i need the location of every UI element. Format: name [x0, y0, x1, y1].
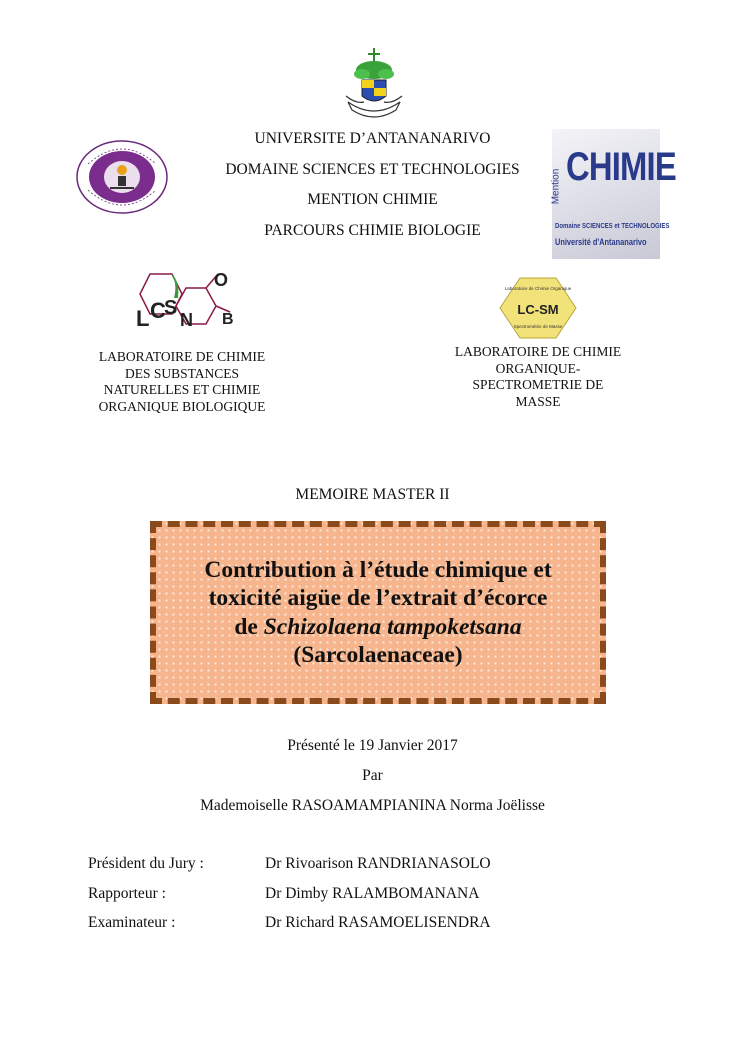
chimie-logo-line1: Domaine SCIENCES et TECHNOLOGIES: [555, 221, 670, 230]
thesis-title-line-3: [204, 613, 551, 642]
lab-right-line-4: MASSE: [515, 393, 561, 409]
jury-row: [88, 879, 491, 909]
university-name: UNIVERSITE D’ANTANANARIVO: [254, 130, 491, 147]
university-crest-icon: [340, 46, 408, 122]
chimie-logo-side-label: Mention: [550, 168, 562, 205]
lcsnob-letter-l: L: [136, 306, 150, 331]
memoire-label: MEMOIRE MASTER II: [295, 486, 450, 503]
lcsnob-letter-b: B: [222, 311, 234, 328]
thesis-title-line-4: (Sarcolaenaceae): [293, 642, 463, 668]
lab-right-line-3: SPECTROMETRIE DE: [472, 377, 604, 392]
lcosm-logo-bottom: Spectrométrie de Masse: [513, 324, 563, 329]
lcosm-logo-center: LC-SM: [517, 302, 559, 317]
domain-name: DOMAINE SCIENCES ET TECHNOLOGIES: [225, 160, 520, 178]
species-name: Schizolaena tampoketsana: [263, 613, 522, 640]
lab-right-line-2: ORGANIQUE-: [495, 360, 581, 376]
lcosm-logo-top: Laboratoire de Chimie Organique: [504, 286, 572, 291]
lcsnob-letter-c: C: [150, 298, 166, 323]
thesis-title-line-2: toxicité aigüe de l’extrait d’écorce: [208, 585, 548, 611]
jury-member-name: Dr Dimby RALAMBOMANANA: [265, 884, 480, 902]
thesis-title-line-3-prefix: de: [234, 613, 264, 640]
jury-role: Examinateur :: [88, 914, 176, 931]
chimie-logo-wordmark: CHIMIE: [566, 145, 676, 189]
lab-left-name: [70, 349, 294, 415]
jury-row: [88, 849, 491, 879]
lab-right-name: [428, 344, 648, 410]
presentation-by: Par: [362, 767, 383, 784]
presentation-date: Présenté le 19 Janvier 2017: [287, 737, 458, 754]
university-header: [170, 124, 575, 246]
mention-name: MENTION CHIMIE: [307, 191, 438, 208]
presentation-author: Mademoiselle RASOAMAMPIANINA Norma Joëlisse: [200, 797, 545, 814]
lcsnob-letter-n: N: [180, 310, 193, 330]
lcsnob-letter-s: S: [164, 297, 178, 319]
lcsnob-logo: [130, 268, 238, 340]
chimie-logo-line2: Université d'Antananarivo: [555, 237, 647, 248]
lab-left-line-2: DES SUBSTANCES: [124, 365, 240, 381]
jury-member-name: Dr Rivoarison RANDRIANASOLO: [265, 855, 491, 872]
jury-list: [88, 849, 491, 938]
lab-right-line-1: LABORATOIRE DE CHIMIE: [454, 344, 622, 359]
jury-member-name: Dr Richard RASAMOELISENDRA: [265, 914, 491, 931]
jury-role: Rapporteur :: [88, 884, 166, 902]
parcours-name: PARCOURS CHIMIE BIOLOGIE: [264, 221, 481, 239]
lab-left-line-4: ORGANIQUE BIOLOGIQUE: [98, 398, 266, 414]
presentation-block: [0, 731, 745, 821]
thesis-title-line-1: Contribution à l’étude chimique et: [204, 556, 552, 583]
lab-left-line-1: LABORATOIRE DE CHIMIE: [98, 349, 266, 364]
jury-role: Président du Jury :: [88, 855, 204, 872]
lcosm-logo: [498, 276, 578, 340]
thesis-title-box: [150, 521, 606, 704]
faculty-seal-icon: [74, 138, 170, 216]
jury-row: [88, 908, 491, 938]
lab-left-line-3: NATURELLES ET CHIMIE: [103, 382, 261, 397]
lcsnob-letter-o: O: [214, 270, 229, 290]
thesis-title: [204, 556, 551, 670]
